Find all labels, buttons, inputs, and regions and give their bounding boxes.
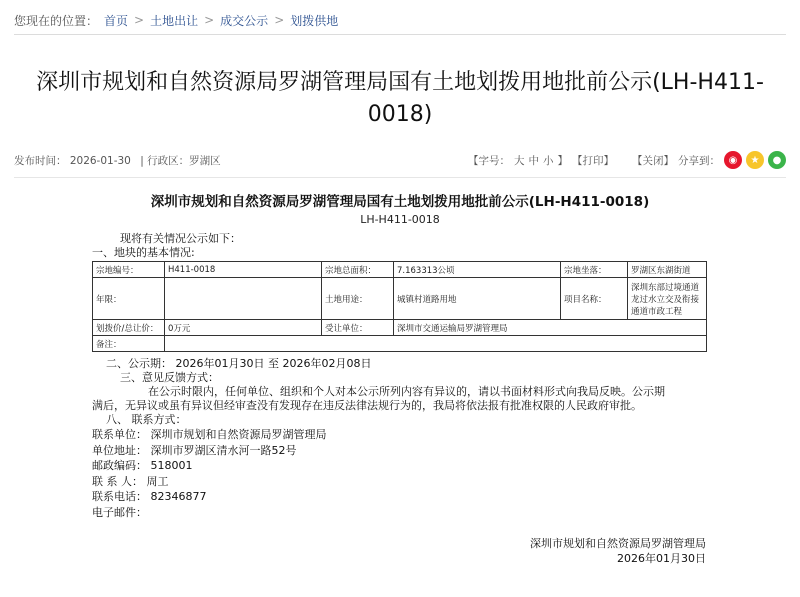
table-cell: 宗地编号： xyxy=(93,262,165,278)
table-row xyxy=(93,336,707,352)
font-large-button[interactable]: 大 xyxy=(514,154,525,167)
section-contact: 八、 联系方式： xyxy=(106,413,187,426)
section-feedback: 三、意见反馈方式： xyxy=(120,371,219,384)
table-cell: 备注： xyxy=(93,336,165,352)
section-land-info: 一、地块的基本情况: xyxy=(92,246,195,259)
table-cell: 土地用途： xyxy=(322,278,394,320)
table-cell: 城镇村道路用地 xyxy=(394,278,561,320)
section-notice-period: 二、公示期： 2026年01月30日 至 2026年02月08日 xyxy=(106,357,372,370)
font-medium-button[interactable]: 中 xyxy=(528,154,539,167)
table-row xyxy=(93,262,707,278)
share-label: 分享到： xyxy=(678,154,720,167)
divider xyxy=(14,34,786,35)
publish-time: 发布时间： 2026-01-30 xyxy=(14,154,131,167)
breadcrumb-prefix: 您现在的位置： xyxy=(14,13,99,28)
table-cell: 划拨价/总让价： xyxy=(93,320,165,336)
table-row xyxy=(93,320,707,336)
breadcrumb-separator: > xyxy=(274,13,285,27)
divider xyxy=(14,177,786,178)
wechat-icon[interactable]: ● xyxy=(768,151,786,169)
signature-date: 2026年01月30日 xyxy=(617,552,706,565)
document-title: 深圳市规划和自然资源局罗湖管理局国有土地划拨用地批前公示(LH-H411-0018) xyxy=(150,194,650,210)
table-row xyxy=(93,278,707,320)
table-cell: 0万元 xyxy=(165,320,322,336)
table-cell: 深圳市交通运输局罗湖管理局 xyxy=(394,320,707,336)
table-cell: 宗地总面积： xyxy=(322,262,394,278)
contact-email: 电子邮件： xyxy=(92,505,147,519)
contact-person: 联 系 人： 周工 xyxy=(92,474,169,488)
contact-address: 单位地址： 深圳市罗湖区清水河一路52号 xyxy=(92,443,297,457)
signature xyxy=(530,536,706,566)
table-cell xyxy=(165,336,707,352)
font-size-label: 【字号： xyxy=(468,154,510,167)
breadcrumb-deal-notice-link[interactable]: 成交公示 xyxy=(220,13,269,28)
feedback-text-line1: 在公示时限内，任何单位、组织和个人对本公示所列内容有异议的，请以书面材料形式向我局反映。公示期 xyxy=(148,385,665,398)
breadcrumb-separator: > xyxy=(204,13,215,27)
table-cell: 项目名称： xyxy=(561,278,628,320)
table-cell: 7.163313公顷 xyxy=(394,262,561,278)
breadcrumb xyxy=(14,9,786,31)
breadcrumb-allocation-link[interactable]: 划拨供地 xyxy=(290,13,339,28)
breadcrumb-land-transfer-link[interactable]: 土地出让 xyxy=(150,13,199,28)
qzone-icon[interactable]: ★ xyxy=(746,151,764,169)
font-small-button[interactable]: 小 xyxy=(543,154,554,167)
contact-phone: 联系电话： 82346877 xyxy=(92,490,207,503)
table-cell: 宗地坐落： xyxy=(561,262,628,278)
font-size-end: 】 xyxy=(557,154,568,167)
document-code: LH-H411-0018 xyxy=(360,213,440,226)
page-title: 深圳市规划和自然资源局罗湖管理局国有土地划拨用地批前公示(LH-H411-0018) xyxy=(36,69,764,127)
print-button[interactable]: 【打印】 xyxy=(572,154,614,167)
table-cell: H411-0018 xyxy=(165,262,322,278)
contact-postcode: 邮政编码： 518001 xyxy=(92,459,193,472)
contact-unit: 联系单位： 深圳市规划和自然资源局罗湖管理局 xyxy=(92,428,327,441)
table-cell: 深圳东部过境通道龙过水立交及衔接通道市政工程 xyxy=(628,278,707,320)
document-body xyxy=(92,232,712,520)
contact-list xyxy=(92,427,712,520)
close-button[interactable]: 【关闭】 xyxy=(632,154,674,167)
feedback-text-line2: 满后，无异议或虽有异议但经审查没有发现存在违反法律法规行为的，我局将依法报有批准权限的人民政府审批。 xyxy=(92,399,642,412)
land-info-table xyxy=(92,261,707,352)
breadcrumb-home-link[interactable]: 首页 xyxy=(104,13,129,28)
intro-text: 现将有关情况公示如下： xyxy=(120,232,241,245)
region: | 行政区：罗湖区 xyxy=(140,154,221,167)
table-cell xyxy=(165,278,322,320)
table-cell: 受让单位： xyxy=(322,320,394,336)
signature-org: 深圳市规划和自然资源局罗湖管理局 xyxy=(530,537,706,550)
breadcrumb-separator: > xyxy=(134,13,145,27)
table-cell: 罗湖区东湖街道 xyxy=(628,262,707,278)
weibo-icon[interactable]: ◉ xyxy=(724,151,742,169)
table-cell: 年限： xyxy=(93,278,165,320)
article-meta xyxy=(14,146,786,174)
